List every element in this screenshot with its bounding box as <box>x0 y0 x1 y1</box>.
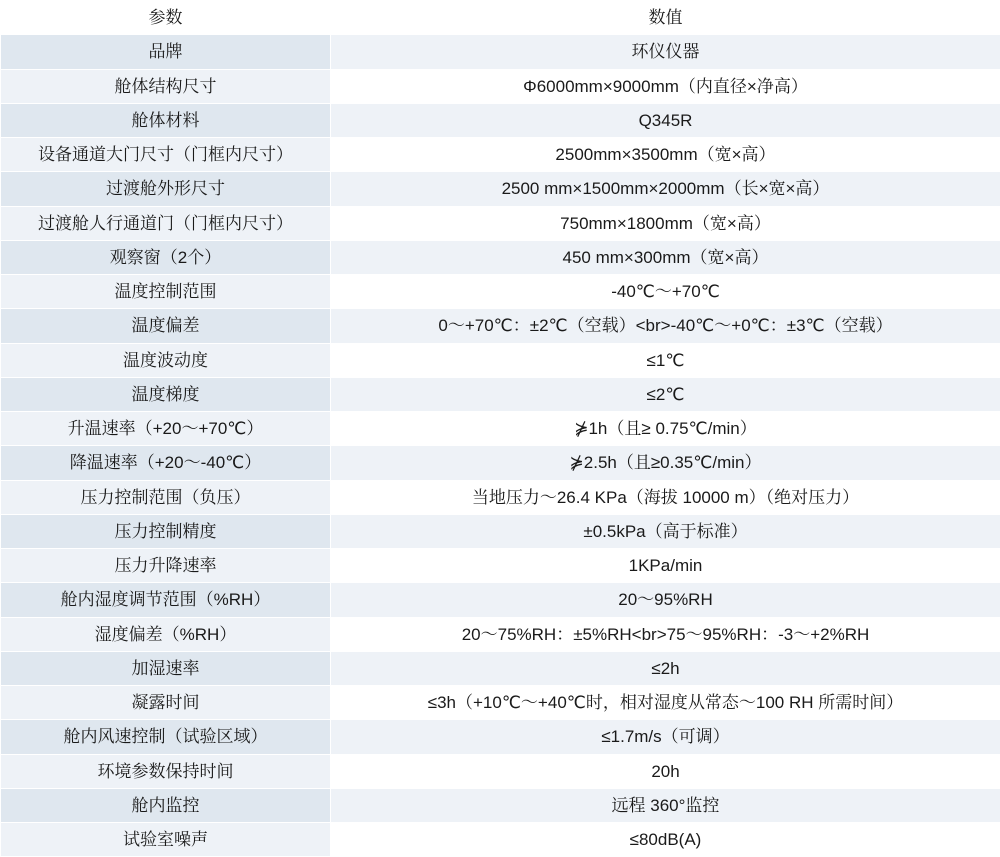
table-row <box>1 206 1000 240</box>
cell-value: ⋡2.5h（且≥0.35℃/min） <box>331 446 1000 480</box>
table-row <box>1 35 1000 69</box>
cell-value: 20h <box>331 754 1000 788</box>
cell-value: 2500mm×3500mm（宽×高） <box>331 138 1000 172</box>
cell-value: 450 mm×300mm（宽×高） <box>331 240 1000 274</box>
table-row <box>1 138 1000 172</box>
cell-value: 2500 mm×1500mm×2000mm（长×宽×高） <box>331 172 1000 206</box>
cell-parameter: 舱内监控 <box>1 788 331 822</box>
cell-parameter: 压力升降速率 <box>1 549 331 583</box>
table-row <box>1 240 1000 274</box>
cell-parameter: 压力控制精度 <box>1 514 331 548</box>
cell-parameter: 升温速率（+20～+70℃） <box>1 412 331 446</box>
table-row <box>1 823 1000 857</box>
cell-parameter: 舱内风速控制（试验区域） <box>1 720 331 754</box>
cell-parameter: 加湿速率 <box>1 651 331 685</box>
cell-value: -40℃～+70℃ <box>331 275 1000 309</box>
cell-parameter: 舱内湿度调节范围（%RH） <box>1 583 331 617</box>
cell-value: Φ6000mm×9000mm（内直径×净高） <box>331 69 1000 103</box>
table-row <box>1 69 1000 103</box>
table-row <box>1 103 1000 137</box>
cell-value: ±0.5kPa（高于标准） <box>331 514 1000 548</box>
cell-parameter: 环境参数保持时间 <box>1 754 331 788</box>
table-row <box>1 583 1000 617</box>
cell-parameter: 湿度偏差（%RH） <box>1 617 331 651</box>
table-row <box>1 446 1000 480</box>
table-body <box>1 1 1000 857</box>
cell-parameter: 降温速率（+20～-40℃） <box>1 446 331 480</box>
cell-value: 750mm×1800mm（宽×高） <box>331 206 1000 240</box>
cell-parameter: 过渡舱外形尺寸 <box>1 172 331 206</box>
cell-value: 环仪仪器 <box>331 35 1000 69</box>
cell-parameter: 试验室噪声 <box>1 823 331 857</box>
table-row <box>1 343 1000 377</box>
cell-parameter: 凝露时间 <box>1 686 331 720</box>
cell-parameter: 温度梯度 <box>1 377 331 411</box>
table-row <box>1 720 1000 754</box>
cell-parameter: 压力控制范围（负压） <box>1 480 331 514</box>
cell-parameter: 舱体材料 <box>1 103 331 137</box>
cell-value: ≤2h <box>331 651 1000 685</box>
cell-value: ≤3h（+10℃～+40℃时，相对湿度从常态～100 RH 所需时间） <box>331 686 1000 720</box>
table-row <box>1 549 1000 583</box>
column-header-parameter: 参数 <box>1 1 331 35</box>
cell-value: 1KPa/min <box>331 549 1000 583</box>
cell-parameter: 品牌 <box>1 35 331 69</box>
table-row <box>1 651 1000 685</box>
cell-value: 20～95%RH <box>331 583 1000 617</box>
table-row <box>1 275 1000 309</box>
table-row <box>1 686 1000 720</box>
table-row <box>1 309 1000 343</box>
table-row <box>1 754 1000 788</box>
table-row <box>1 172 1000 206</box>
cell-parameter: 观察窗（2个） <box>1 240 331 274</box>
cell-parameter: 温度控制范围 <box>1 275 331 309</box>
table-row <box>1 480 1000 514</box>
cell-value: 0～+70℃：±2℃（空载）<br>-40℃～+0℃：±3℃（空载） <box>331 309 1000 343</box>
table-row <box>1 377 1000 411</box>
cell-parameter: 温度波动度 <box>1 343 331 377</box>
column-header-value: 数值 <box>331 1 1000 35</box>
cell-value: 远程 360°监控 <box>331 788 1000 822</box>
cell-parameter: 过渡舱人行通道门（门框内尺寸） <box>1 206 331 240</box>
cell-value: ≤2℃ <box>331 377 1000 411</box>
cell-value: ≤1.7m/s（可调） <box>331 720 1000 754</box>
table-row <box>1 514 1000 548</box>
cell-value: ≤1℃ <box>331 343 1000 377</box>
cell-value: Q345R <box>331 103 1000 137</box>
cell-value: 当地压力～26.4 KPa（海拔 10000 m）（绝对压力） <box>331 480 1000 514</box>
table-row <box>1 412 1000 446</box>
cell-value: ⋡1h（且≥ 0.75℃/min） <box>331 412 1000 446</box>
table-row <box>1 788 1000 822</box>
table-header-row <box>1 1 1000 35</box>
cell-parameter: 舱体结构尺寸 <box>1 69 331 103</box>
cell-parameter: 设备通道大门尺寸（门框内尺寸） <box>1 138 331 172</box>
table-row <box>1 617 1000 651</box>
cell-parameter: 温度偏差 <box>1 309 331 343</box>
cell-value: 20～75%RH：±5%RH<br>75～95%RH：-3～+2%RH <box>331 617 1000 651</box>
cell-value: ≤80dB(A) <box>331 823 1000 857</box>
